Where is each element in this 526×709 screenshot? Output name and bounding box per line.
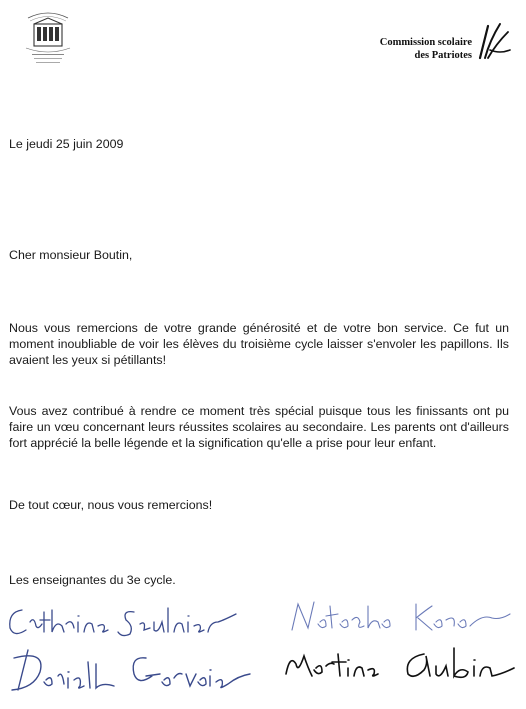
letter-date: Le jeudi 25 juin 2009 [9, 137, 124, 151]
commission-name-line1: Commission scolaire [379, 37, 472, 48]
signature-image [286, 596, 516, 636]
letter-closing: Les enseignantes du 3e cycle. [9, 573, 176, 587]
school-emblem-icon [22, 6, 74, 68]
commission-name [380, 36, 472, 62]
school-emblem-logo [22, 6, 74, 68]
letter-salutation: Cher monsieur Boutin, [9, 248, 133, 262]
commission-name-line2: des Patriotes [414, 50, 472, 61]
letter-paragraph-3: De tout cœur, nous vous remercions! [9, 498, 213, 512]
signature-martine-aubin [282, 640, 518, 690]
letter-paragraph-2: Vous avez contribué à rendre ce moment très spécial puisque tous les finissants ont pu faire un vœu concernant leurs réussites scolaires au secondaire. Les parents ont d'ailleurs fort apprécié la belle légende et la signification qu'elle a prise pour leur enfant. [9, 404, 509, 450]
signature-image [282, 640, 518, 690]
signature-natacha-laurin [286, 596, 516, 636]
signature-image [6, 644, 256, 698]
signature-image [4, 600, 244, 642]
commission-logo [352, 22, 512, 64]
signature-catherine-saulnier [4, 600, 244, 642]
letter-paragraph-1: Nous vous remercions de votre grande générosité et de votre bon service. Ce fut un moment inoubliable de voir les élèves du troisième cycle laisser s'envoler les papillons. Ils avaient les yeux si pétillants! [9, 321, 509, 367]
brush-strokes-icon [476, 20, 512, 60]
signature-danielle-gervais [6, 644, 256, 698]
